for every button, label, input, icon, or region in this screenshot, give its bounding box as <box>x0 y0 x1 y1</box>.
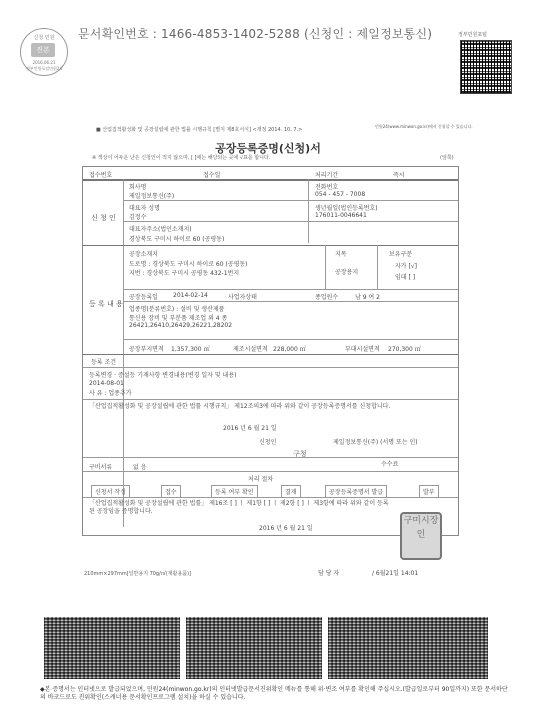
factory-lot-value: 지번 : 경상북도 구미시 공평동 432-1번지 <box>129 270 240 277</box>
verification-barcode <box>328 617 488 679</box>
issue-statement: 「산업집적활성화 및 공장설립에 관한 법률」 제16조 [ ] ㅣ 제1항 [ ] ㅣ 제2항 [ ] ㅣ 제3항에 따라 위와 같이 등록된 공장임을 증명합니다. <box>89 500 389 515</box>
issuer-label: 담 당 자 <box>318 570 340 577</box>
change-history-label: 등록변경 · 증설등 기재사항 변경내용(변경 일자 및 내용) <box>89 372 237 379</box>
change-description: 사 유 : 업종추가 <box>89 390 132 397</box>
aux-area-value: 270,300 ㎡ <box>388 346 421 353</box>
flow-step: 접수 <box>161 485 181 498</box>
applicant-signature-value: 제일정보통신(주) (서명 또는 인) <box>333 439 418 446</box>
application-date: 2016 년 6 월 21 일 <box>223 425 277 432</box>
divider <box>123 301 458 302</box>
form-title: 공장등록증명(신청)서 <box>215 142 321 155</box>
fee-label: 수수료 <box>381 461 399 468</box>
company-value: 제일정보통신(주) <box>129 193 175 200</box>
flow-step: 신청서 작성 <box>91 485 130 498</box>
seal-badge: 진본 <box>31 43 55 57</box>
flow-step: 결재 <box>281 485 301 498</box>
change-date: 2014-08-01 <box>89 380 124 387</box>
registration-date-label: 공장등록일 <box>129 294 158 301</box>
seal-issuer: 정부민원포털민원24 <box>25 66 62 71</box>
seal-date: 2016.06.21 <box>32 60 56 65</box>
site-area-label: 공장부지면적 <box>129 346 164 353</box>
ownership-label: 보유구분 <box>389 251 413 258</box>
divider <box>325 245 326 289</box>
divider <box>123 200 458 201</box>
address-value: 경상북도 구미시 하이로 60 (공평동) <box>129 236 225 243</box>
conditions-label: 등록 조건 <box>91 359 117 366</box>
divider <box>83 457 458 458</box>
document-number: 문서확인번호 : 1466-4853-1402-5288 (신청인 : 제일정보통신) <box>78 27 433 41</box>
processing-value: 즉시 <box>393 172 405 179</box>
representative-label: 대표자 성명 <box>129 205 160 212</box>
employees-label: 종업원수 <box>315 294 339 301</box>
birth-label: 생년월일(법인등록번호) <box>315 205 378 212</box>
divider <box>83 471 458 472</box>
issue-date: 2016 년 6 월 21 일 <box>259 525 313 532</box>
form-top-note-right: 민원24(www.minwon.go.kr)에서 신청할 수 있습니다. <box>375 124 473 129</box>
aux-area-label: 부대시설면적 <box>345 346 380 353</box>
factory-address-value: 도로명 : 경상북도 구미시 하이로 60 (공평동) <box>129 261 248 268</box>
verification-barcode <box>186 617 322 679</box>
divider <box>83 354 458 355</box>
documents-value: 없 음 <box>133 464 147 471</box>
issue-time: / 6월21일 14:01 <box>372 570 419 577</box>
application-statement: 「산업집적활성화 및 공장설립에 관한 법률 시행규칙」 제12조의3에 따라 위와 같이 공장등록증명서를 신청합니다. <box>89 403 391 410</box>
birth-value: 176011-0046641 <box>315 212 367 219</box>
mfg-area-label: 제조시설면적 <box>233 346 268 353</box>
flow-step: 공장등록증명서 발급 <box>325 485 387 498</box>
process-flow-label: 처리 절차 <box>248 476 274 483</box>
company-label: 회사명 <box>129 184 147 191</box>
stamp-text: 구미시장인 <box>403 516 439 540</box>
divider <box>83 399 458 400</box>
land-category-value: 공장용지 <box>335 269 359 276</box>
form-page-marker: (앞쪽) <box>440 155 454 161</box>
products-label: 업종명(분류번호) : 설비 및 생산제품 <box>129 306 225 313</box>
verification-barcode <box>44 617 180 679</box>
mfg-area-value: 228,000 ㎡ <box>273 346 306 353</box>
address-label: 대표자주소(법인소재지) <box>129 226 192 233</box>
certification-seal <box>20 28 68 76</box>
qr-code <box>460 40 512 94</box>
authority-label: 구청 <box>293 450 307 458</box>
receipt-date-label: 접수일 <box>203 172 221 179</box>
form-table <box>82 166 459 536</box>
divider <box>123 289 458 290</box>
divider <box>83 497 458 498</box>
phone-label: 전화번호 <box>315 184 339 191</box>
applicant-section-label: 신 청 인 <box>91 214 116 222</box>
divider <box>83 245 458 246</box>
divider <box>123 221 458 222</box>
business-status-label: 사업자상태 <box>228 294 257 301</box>
documents-label: 구비서류 <box>89 464 113 471</box>
processing-label: 처리기간 <box>315 172 339 179</box>
form-top-note: ■ 산업집적활성화 및 공장설립에 관한 법률 시행규칙 [별지 제8호서식] <개정 2014. 10. 7.> <box>96 127 303 133</box>
representative-value: 김정수 <box>129 214 147 221</box>
ownership-leased: 임대 [ ] <box>395 274 416 281</box>
flow-step: 발부 <box>419 485 439 498</box>
form-subnote: ※ 색상이 어두운 난은 신청인이 적지 않으며, [ ]에는 해당되는 곳에 √표를 합니다. <box>92 155 271 161</box>
ownership-owned: 자가 [√] <box>395 263 418 270</box>
qr-label: 정부민원포털 <box>458 32 487 38</box>
applicant-signature-label: 신청인 <box>259 439 277 446</box>
factory-address-label: 공장소재지 <box>129 251 158 258</box>
registration-date-value: 2014-02-14 <box>173 292 208 299</box>
flow-step: 등록 여부 확인 <box>211 485 258 498</box>
land-category-label: 지목 <box>335 251 347 258</box>
divider <box>123 179 124 527</box>
paper-note: 210mm×297mm[일반용지 70g/㎡(재활용품)] <box>84 571 192 577</box>
site-area-value: 1,357,300 ㎡ <box>171 346 210 353</box>
products-value: 통신용 장비 및 부분품 제조업 외 4 종 <box>129 315 228 322</box>
employees-value: 남 9 여 2 <box>355 294 380 301</box>
divider <box>308 179 309 243</box>
divider <box>83 179 458 181</box>
divider <box>377 245 378 289</box>
footer-notice: ◆본 증명서는 인터넷으로 발급되었으며, 민원24(minwon.go.kr)의 인터넷발급문서진위확인 메뉴를 통해 위·변조 여부를 확인해 주십시오.(발급일로부터 90일까지) 또한 문서하단의 바코드로도 진위확인(스캐너용 문서확인프로그램 설치)을 하실 수 있습니다. <box>40 686 508 701</box>
divider <box>83 367 458 368</box>
official-stamp <box>400 512 442 560</box>
receipt-no-label: 접수번호 <box>89 172 113 179</box>
seal-top-text: 신청 민원 <box>33 35 55 41</box>
registration-section-label: 등 록 내 용 <box>89 300 123 308</box>
products-codes: 26421,26410,26429,26221,28202 <box>129 322 233 329</box>
phone-value: 054 - 457 - 7008 <box>315 191 366 198</box>
divider <box>123 339 458 340</box>
